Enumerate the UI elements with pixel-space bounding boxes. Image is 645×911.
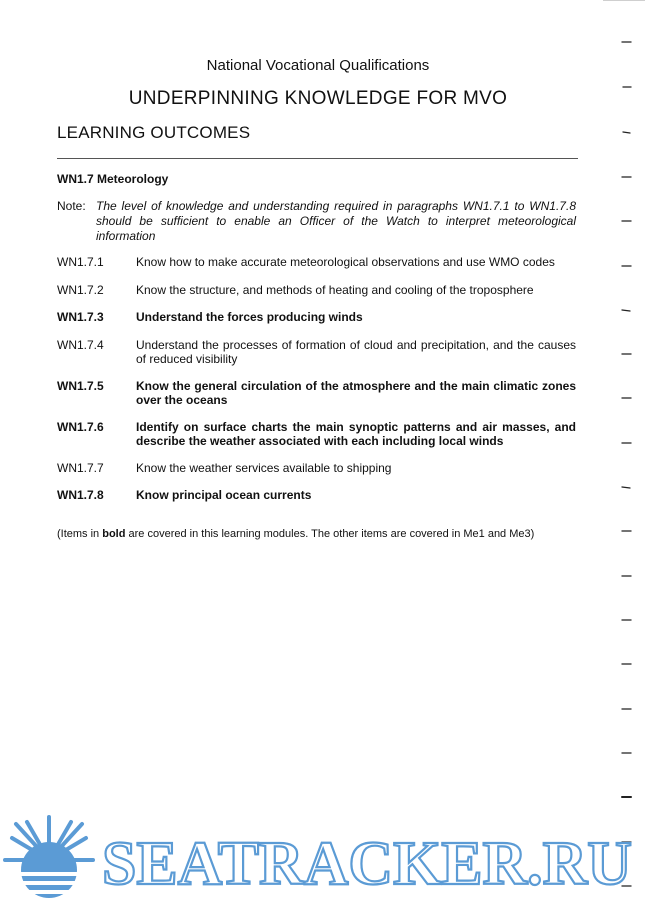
document-subtitle: National Vocational Qualifications (206, 57, 430, 74)
footnote-prefix: (Items in (57, 528, 103, 540)
outcome-code: WN1.7.1 (57, 255, 104, 269)
outcome-code: WN1.7.8 (57, 488, 104, 502)
note-label: Note: (57, 199, 86, 213)
footnote-bold-word: bold (102, 528, 126, 540)
horizontal-divider (57, 158, 578, 159)
outcome-code: WN1.7.2 (57, 283, 104, 297)
outcome-text: Know the weather services available to shipping (136, 461, 392, 475)
note-text: The level of knowledge and understanding required in paragraphs WN1.7.1 to WN1.7.8 should be sufficient to enable an Officer of the Watch to interpret meteorological information (96, 199, 576, 243)
outcome-code: WN1.7.5 (57, 379, 104, 393)
outcome-code: WN1.7.7 (57, 461, 104, 475)
document-title: UNDERPINNING KNOWLEDGE FOR MVO (128, 88, 508, 109)
outcome-text: Know the structure, and methods of heating and cooling of the troposphere (136, 283, 534, 297)
section-title: LEARNING OUTCOMES (57, 123, 251, 142)
outcome-code: WN1.7.6 (57, 420, 104, 434)
outcome-text: Understand the processes of formation of cloud and precipitation, and the causes of reduced visibility (136, 338, 576, 366)
outcome-text: Know the general circulation of the atmosphere and the main climatic zones over the oceans (136, 379, 576, 407)
outcome-code: WN1.7.4 (57, 338, 104, 352)
sun-logo-icon (5, 817, 93, 898)
outcome-text: Identify on surface charts the main synoptic patterns and air masses, and describe the weather associated with each including local winds (136, 420, 576, 448)
watermark-text: SEATRACKER.RU (102, 830, 632, 898)
module-heading: WN1.7 Meteorology (57, 172, 169, 186)
margin-tick-marks (618, 0, 634, 911)
footnote-suffix: are covered in this learning modules. The other items are covered in Me1 and Me3) (125, 528, 535, 540)
watermark (0, 812, 645, 907)
outcome-text: Know how to make accurate meteorological observations and use WMO codes (136, 255, 555, 269)
outcome-text: Understand the forces producing winds (136, 310, 363, 324)
footnote (57, 528, 534, 540)
outcome-code: WN1.7.3 (57, 310, 104, 324)
outcome-text: Know principal ocean currents (136, 488, 312, 502)
